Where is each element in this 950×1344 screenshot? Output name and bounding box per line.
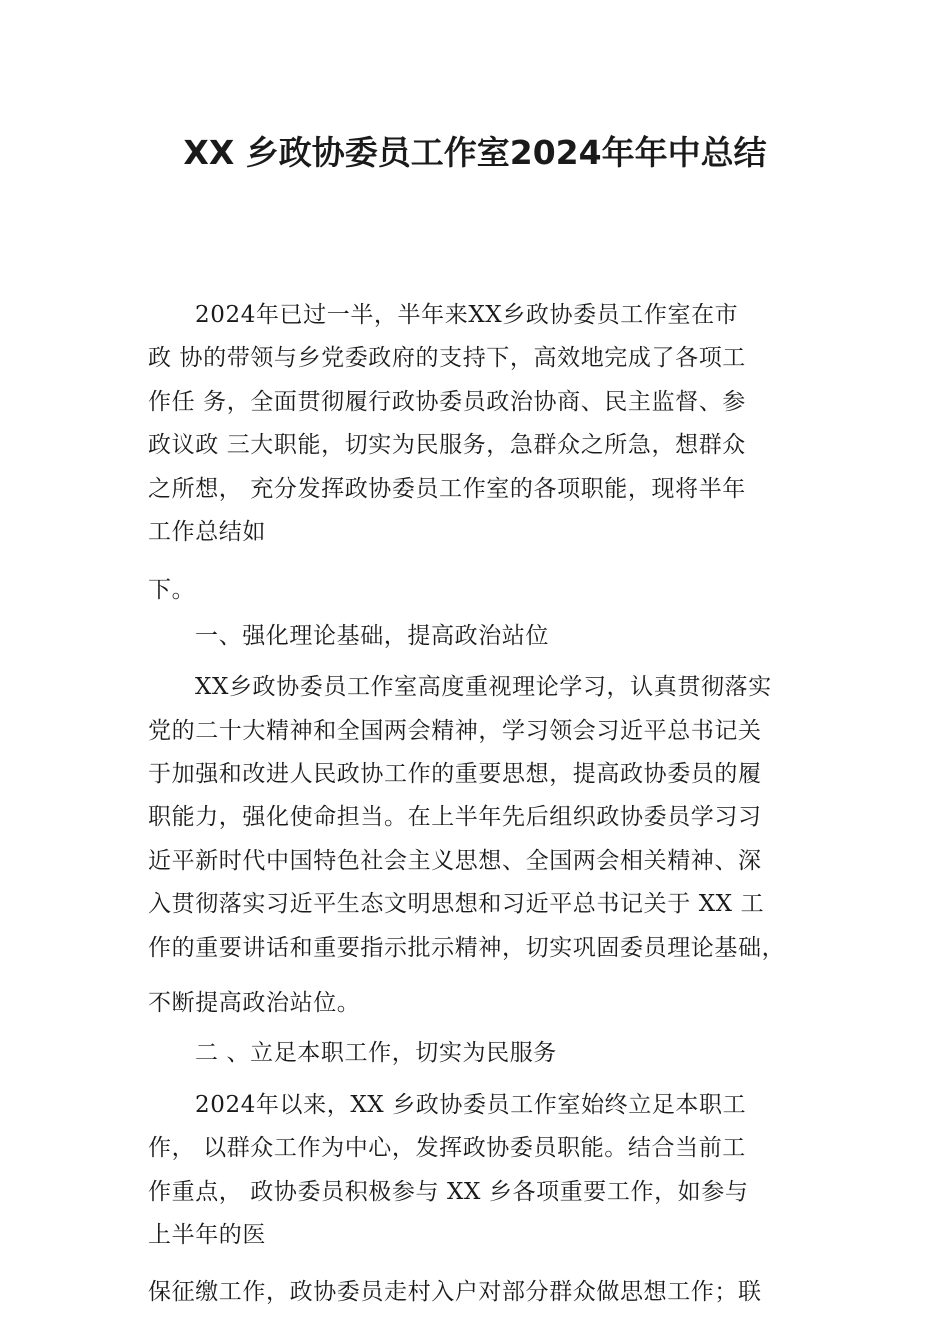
body-line: 作任 务，全面贯彻履行政协委员政治协商、民主监督、参 [148, 389, 746, 415]
body-line: 2024年已过一半，半年来XX乡政协委员工作室在市 [195, 302, 739, 328]
body-line: 2024年以来，XX 乡政协委员工作室始终立足本职工 [195, 1092, 747, 1118]
body-line: 保征缴工作，政协委员走村入户对部分群众做思想工作；联 [148, 1279, 762, 1305]
body-line: 党的二十大精神和全国两会精神，学习领会习近平总书记关 [148, 718, 762, 744]
body-line: 入贯彻落实习近平生态文明思想和习近平总书记关于 XX 工 [148, 891, 765, 917]
body-line: 近平新时代中国特色社会主义思想、全国两会相关精神、深 [148, 848, 762, 874]
body-line: XX乡政协委员工作室高度重视理论学习，认真贯彻落实 [195, 674, 772, 700]
body-line: 政 协的带领与乡党委政府的支持下，高效地完成了各项工 [148, 345, 746, 371]
body-line: 上半年的医 [148, 1222, 266, 1248]
body-line: 作的重要讲话和重要指示批示精神，切实巩固委员理论基础， [148, 935, 786, 961]
body-line: 于加强和改进人民政协工作的重要思想，提高政协委员的履 [148, 761, 762, 787]
body-line: 工作总结如 [148, 519, 266, 545]
body-line: 作重点， 政协委员积极参与 XX 乡各项重要工作，如参与 [148, 1179, 749, 1205]
document-title: XX 乡政协委员工作室2024年年中总结 [183, 133, 767, 172]
body-line: 下。 [148, 577, 196, 603]
body-line: 之所想， 充分发挥政协委员工作室的各项职能，现将半年 [148, 476, 746, 502]
body-line: 作， 以群众工作为中心，发挥政协委员职能。结合当前工 [148, 1135, 746, 1161]
section-heading: 二 、立足本职工作，切实为民服务 [195, 1040, 557, 1066]
body-line: 不断提高政治站位。 [148, 990, 361, 1016]
section-heading: 一、强化理论基础，提高政治站位 [195, 623, 549, 649]
body-line: 政议政 三大职能，切实为民服务，急群众之所急，想群众 [148, 432, 746, 458]
body-line: 职能力，强化使命担当。在上半年先后组织政协委员学习习 [148, 804, 762, 830]
